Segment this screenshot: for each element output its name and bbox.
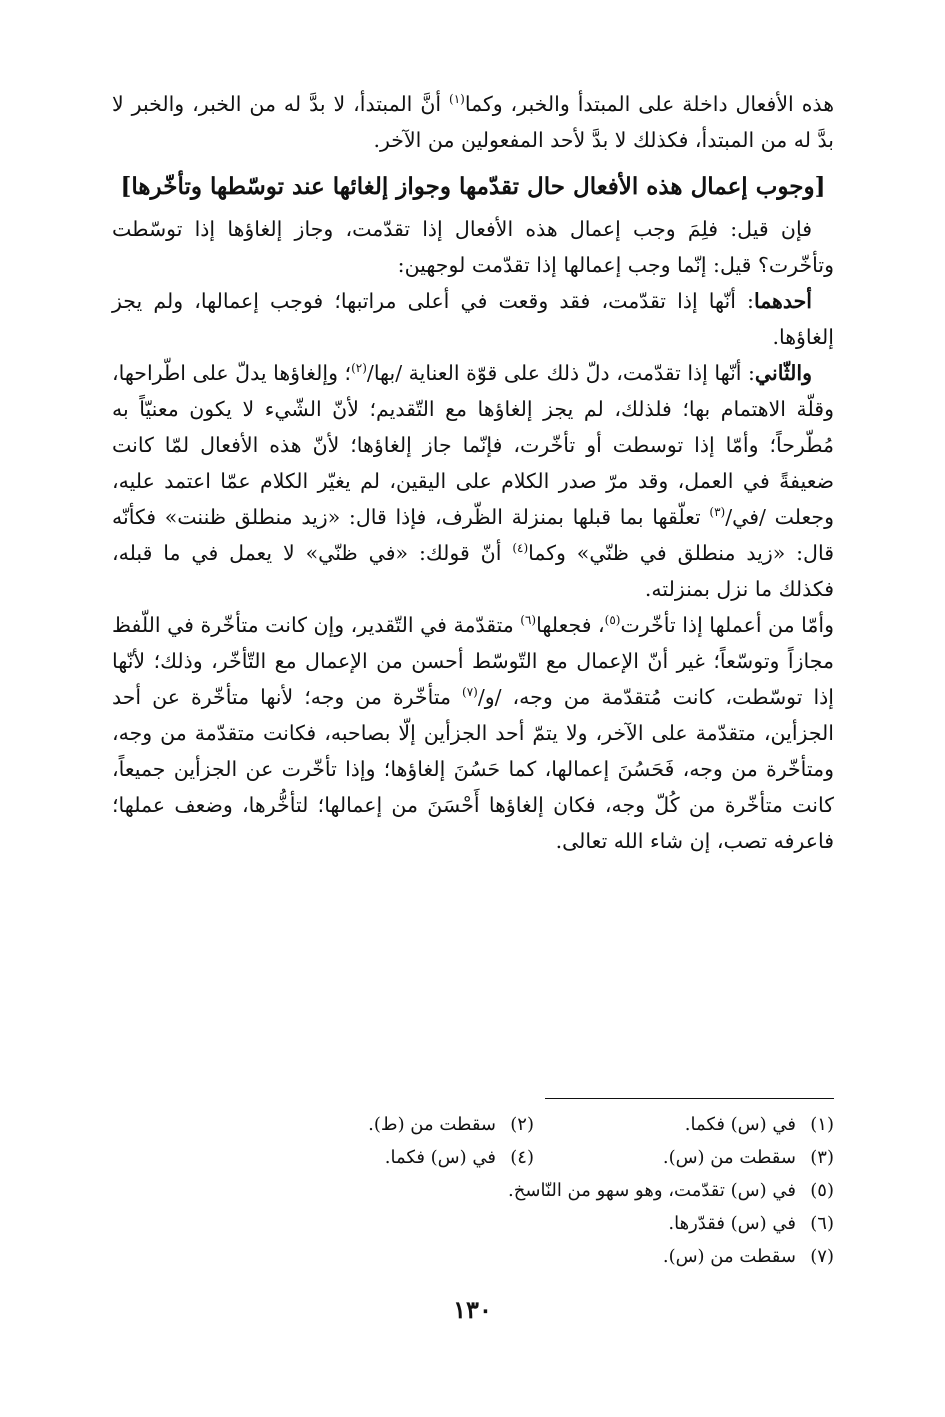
page-number: ١٣٠ <box>453 1295 492 1324</box>
footnote-row <box>240 1240 834 1273</box>
footnote-row <box>240 1141 834 1174</box>
footnote-row <box>240 1174 834 1207</box>
paragraph-text: متأخّرة من وجه؛ لأنها متأخّرة عن أحد الجزأين، متقدّمة على الآخر، ولا يتمّ أحد الجزأين إلّا بصاحبه، فكانت متقدّمة من وجه، ومتأخّرة من وجه، فَحَسُنَ إعمالها، كما حَسُنَ إلغاؤها؛ وإذا تأخّرت عن الجزأين جميعاً، كانت متأخّرة من كُلّ وجه، فكان إلغاؤها أَحْسَنَ من إعمالها؛ لتأخُّرها، وضعف عملها؛ فاعرفه تصب، إن شاء الله تعالى. <box>112 685 834 853</box>
footnotes <box>240 1108 834 1273</box>
paragraph-text: تعلّقها بما قبلها بمنزلة الظّرف، فإذا قال: «زيد منطلق ظننت» فكأنّه قال: «زيد منطلق في ظنّي» وكما <box>112 505 834 565</box>
first-reason-lead: أحدهما <box>753 289 812 313</box>
paragraph-text: : أنّها إذا تقدّمت، دلّ ذلك على قوّة العناية /بها/ <box>366 361 755 385</box>
footnote-3: (٣)سقطت من (س). <box>662 1147 834 1168</box>
paragraph-text: ، فجعلها <box>536 613 605 637</box>
paragraph-text: أنّ قولك: «في ظنّي» لا يعمل في ما قبله، فكذلك ما نزل بمنزلته. <box>112 541 834 601</box>
footnote-row <box>240 1207 834 1240</box>
footnote-ref-5[interactable]: (٥) <box>604 613 621 628</box>
paragraph-1 <box>112 86 834 158</box>
paragraph-text: ؛ وإلغاؤها يدلّ على اطّراحها، وقلّة الاهتمام بها؛ فلذلك، لم يجز إلغاؤها مع التّقديم؛ لأنّ الشّيء لا يكون معنيّاً به مُطّرحاً؛ وأمّا إذا توسطت أو تأخّرت، فإنّما جاز إلغاؤها؛ لأنّ هذه الأفعال لمّا كانت ضعيفةً في العمل، وقد مرّ صدر الكلام على اليقين، لم يغيّر الكلام عمّا اعتمد عليه، وجعلت /في/ <box>112 361 834 529</box>
paragraph-text: متقدّمة في التّقدير، وإن كانت متأخّرة في اللّفظ مجازاً وتوسّعاً؛ غير أنّ الإعمال مع التّوسّط أحسن من الإعمال مع التّأخّر، وذلك؛ لأنّها إذا توسّطت، كانت مُتقدّمة من وجه، /و/ <box>112 613 834 709</box>
page-body <box>112 86 834 859</box>
footnote-ref-4[interactable]: (٤) <box>512 541 529 556</box>
footnote-row <box>240 1108 834 1141</box>
paragraph-4 <box>112 355 834 607</box>
footnote-1: (١)في (س) فكما. <box>684 1114 834 1135</box>
paragraph-5 <box>112 607 834 859</box>
footnote-ref-3[interactable]: (٣) <box>709 505 726 520</box>
footnote-ref-1[interactable]: (١) <box>449 92 465 107</box>
footnote-7: (٧)سقطت من (س). <box>662 1246 834 1267</box>
footnote-5: (٥)في (س) تقدّمت، وهو سهو من النّاسخ. <box>508 1180 834 1201</box>
footnote-6: (٦)في (س) فقدّرها. <box>668 1213 834 1234</box>
paragraph-2: فإن قيل: فلِمَ وجب إعمال هذه الأفعال إذا تقدّمت، وجاز إلغاؤها إذا توسّطت وتأخّرت؟ قيل: إنّما وجب إعمالها إذا تقدّمت لوجهين: <box>112 217 834 277</box>
paragraph-text: أنَّ المبتدأ، لا بدَّ له من الخبر، والخبر لا بدَّ له من المبتدأ، فكذلك لا بدَّ لأحد المفعولين من الآخر. <box>112 92 834 152</box>
paragraph-3 <box>112 283 834 355</box>
footnote-separator <box>545 1098 834 1099</box>
footnote-ref-7[interactable]: (٧) <box>462 685 478 700</box>
footnote-2: (٢)سقطت من (ط). <box>368 1114 534 1135</box>
footnote-4: (٤)في (س) فكما. <box>384 1147 534 1168</box>
section-heading: [وجوب إعمال هذه الأفعال حال تقدّمها وجواز إلغائها عند توسّطها وتأخّرها] <box>120 173 826 200</box>
footnote-ref-2[interactable]: (٢) <box>351 361 367 376</box>
second-reason-lead: والثّاني <box>754 361 812 385</box>
paragraph-text: : أنّها إذا تقدّمت، فقد وقعت في أعلى مراتبها؛ فوجب إعمالها، ولم يجز إلغاؤها. <box>112 289 834 349</box>
paragraph-text: وأمّا من أعملها إذا تأخّرت <box>620 613 834 637</box>
footnote-ref-6[interactable]: (٦) <box>520 613 537 628</box>
paragraph-text: هذه الأفعال داخلة على المبتدأ والخبر، وكما <box>464 92 834 116</box>
